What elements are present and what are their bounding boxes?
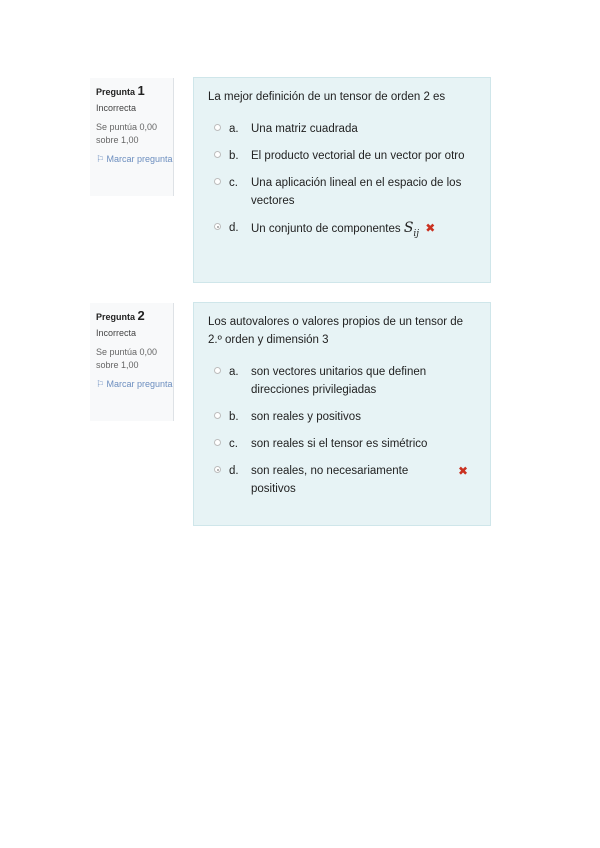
option-letter: d. — [229, 465, 239, 477]
math-symbol — [403, 220, 420, 239]
answer-option-c[interactable] — [208, 174, 476, 210]
radio-button[interactable] — [214, 367, 221, 374]
flag-question-link[interactable] — [96, 378, 173, 391]
math-base: S — [403, 220, 414, 236]
option-letter: b. — [229, 150, 239, 162]
question-heading — [96, 84, 173, 99]
option-text: son reales si el tensor es simétrico — [251, 438, 428, 450]
question-info — [90, 303, 174, 421]
question-state: Incorrecta — [96, 328, 137, 338]
radio-button[interactable] — [214, 412, 221, 419]
option-letter: c. — [229, 438, 238, 450]
question-text: La mejor definición de un tensor de orden 2 es — [208, 91, 446, 103]
question-number: 1 — [137, 83, 145, 98]
answer-option-b[interactable] — [208, 408, 476, 426]
radio-button[interactable] — [214, 178, 221, 185]
flag-icon: ⚐ — [96, 154, 105, 164]
radio-button[interactable] — [214, 439, 221, 446]
answer-option-a[interactable] — [208, 120, 476, 138]
option-letter: d. — [229, 222, 239, 234]
incorrect-icon: ✖ — [457, 464, 468, 478]
option-letter: b. — [229, 411, 239, 423]
option-text: El producto vectorial de un vector por otro — [251, 150, 465, 162]
answer-option-c[interactable] — [208, 435, 476, 453]
question-state: Incorrecta — [96, 103, 137, 113]
question-heading — [96, 309, 173, 324]
option-text: Un conjunto de componentes — [251, 223, 401, 235]
option-text: son reales y positivos — [251, 411, 361, 423]
question-info — [90, 78, 174, 196]
answer-option-d[interactable] — [208, 219, 476, 243]
flag-question-label: Marcar pregunta — [106, 379, 173, 389]
answer-option-b[interactable] — [208, 147, 476, 165]
option-text-wrap — [251, 219, 476, 243]
flag-icon: ⚐ — [96, 379, 105, 389]
option-text: son reales, no necesariamente positivos — [251, 465, 409, 495]
answer-list — [208, 363, 476, 498]
option-letter: c. — [229, 177, 238, 189]
question-content — [193, 302, 491, 526]
option-letter: a. — [229, 123, 239, 135]
answer-list — [208, 120, 476, 243]
question-grade: Se puntúa 0,00 sobre 1,00 — [96, 122, 158, 145]
option-text: son vectores unitarios que definen direcciones privilegiadas — [251, 366, 427, 396]
radio-button-selected[interactable] — [214, 466, 221, 473]
math-subscript: ij — [413, 228, 420, 239]
question-label: Pregunta — [96, 312, 136, 322]
incorrect-icon: ✖ — [425, 221, 436, 235]
answer-option-d[interactable] — [208, 462, 476, 498]
question-number: 2 — [137, 308, 145, 323]
question-content — [193, 77, 491, 283]
question-label: Pregunta — [96, 87, 136, 97]
answer-option-a[interactable] — [208, 363, 476, 399]
question-text: Los autovalores o valores propios de un tensor de 2.º orden y dimensión 3 — [208, 316, 464, 346]
radio-button[interactable] — [214, 124, 221, 131]
radio-button-selected[interactable] — [214, 223, 221, 230]
flag-question-label: Marcar pregunta — [106, 154, 173, 164]
radio-button[interactable] — [214, 151, 221, 158]
option-letter: a. — [229, 366, 239, 378]
option-text: Una aplicación lineal en el espacio de los vectores — [251, 177, 462, 207]
option-text: Una matriz cuadrada — [251, 123, 358, 135]
flag-question-link[interactable] — [96, 153, 173, 166]
question-grade: Se puntúa 0,00 sobre 1,00 — [96, 347, 158, 370]
